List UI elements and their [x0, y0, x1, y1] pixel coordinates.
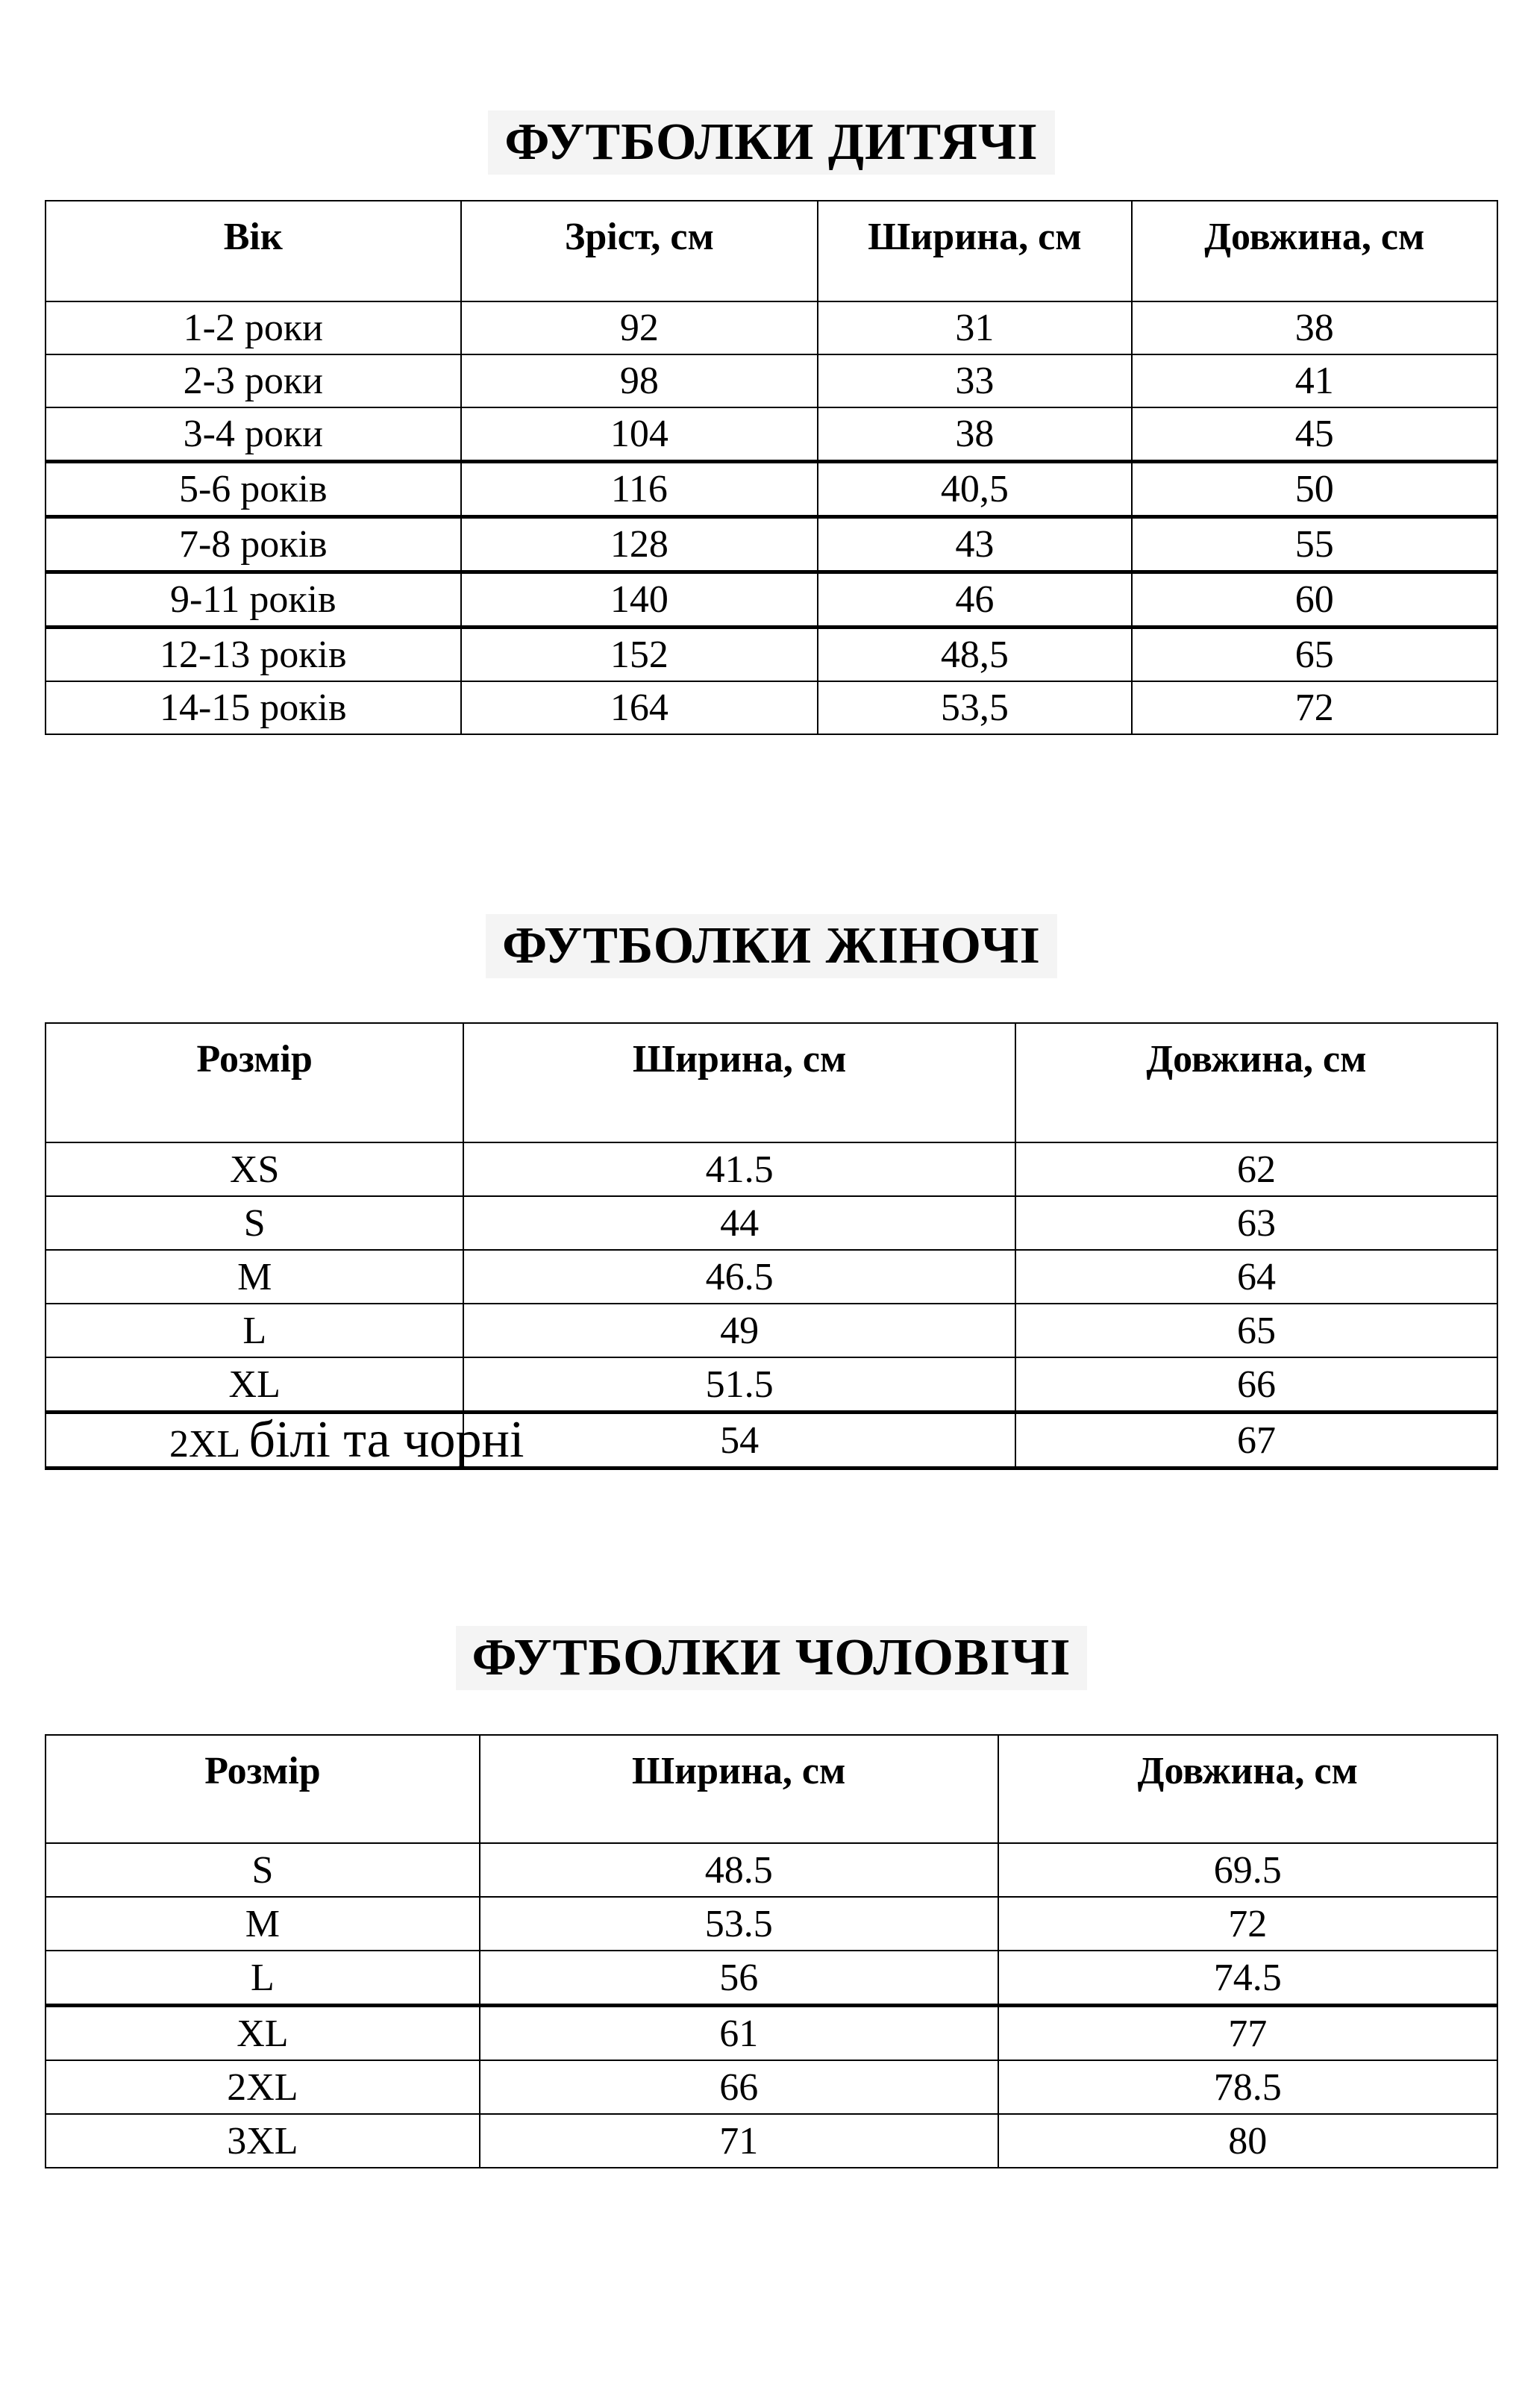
table-row	[46, 517, 1497, 572]
table-cell: 14-15 років	[46, 681, 461, 734]
column-header: Зріст, см	[461, 201, 818, 301]
table-cell: 38	[818, 407, 1131, 462]
table-cell: 63	[1015, 1196, 1497, 1250]
table-row	[46, 1357, 1497, 1413]
table-cell: 140	[461, 572, 818, 628]
table-cell: 92	[461, 301, 818, 354]
table-cell: 31	[818, 301, 1131, 354]
table-cell: 152	[461, 628, 818, 682]
size-cell-with-note	[46, 1411, 525, 1469]
table-cell: 48.5	[480, 1843, 998, 1897]
size-table-kids	[45, 200, 1498, 735]
table-cell: M	[46, 1897, 480, 1951]
table-cell: 1-2 роки	[46, 301, 461, 354]
table-cell: 41.5	[463, 1142, 1015, 1196]
table-cell: 38	[1132, 301, 1497, 354]
table-cell: 72	[1132, 681, 1497, 734]
table-cell: 53,5	[818, 681, 1131, 734]
table-cell: 5-6 років	[46, 462, 461, 517]
table-cell: 71	[480, 2114, 998, 2168]
size-label: 2XL	[169, 1423, 249, 1466]
section-title-women-text: ФУТБОЛКИ ЖІНОЧІ	[486, 914, 1057, 978]
table-cell: 2XL	[46, 2060, 480, 2114]
table-cell: 62	[1015, 1142, 1497, 1196]
table-row	[46, 1142, 1497, 1196]
table-cell: 44	[463, 1196, 1015, 1250]
table-cell: L	[46, 1304, 463, 1357]
table-cell: XL	[46, 1357, 463, 1413]
table-cell: 40,5	[818, 462, 1131, 517]
table-row	[46, 354, 1497, 407]
size-table-men	[45, 1734, 1498, 2168]
size-table-women	[45, 1022, 1498, 1470]
table-cell: 55	[1132, 517, 1497, 572]
table-cell: 53.5	[480, 1897, 998, 1951]
table-cell: 64	[1015, 1250, 1497, 1304]
column-header: Довжина, см	[1015, 1023, 1497, 1142]
table-cell: XS	[46, 1142, 463, 1196]
table-row	[46, 462, 1497, 517]
table-row	[46, 301, 1497, 354]
table-cell: 50	[1132, 462, 1497, 517]
table-row	[46, 1843, 1497, 1897]
table-cell: 78.5	[998, 2060, 1497, 2114]
table-cell: 65	[1015, 1304, 1497, 1357]
table-row	[46, 1304, 1497, 1357]
section-title-kids-text: ФУТБОЛКИ ДИТЯЧІ	[488, 110, 1054, 175]
column-header: Розмір	[46, 1023, 463, 1142]
table-cell: S	[46, 1843, 480, 1897]
table-row	[46, 1250, 1497, 1304]
table-cell: M	[46, 1250, 463, 1304]
header-row	[46, 1023, 1497, 1142]
size-chart-document	[0, 110, 1528, 2408]
column-header: Довжина, см	[1132, 201, 1497, 301]
table-row	[46, 628, 1497, 682]
table-row	[46, 2114, 1497, 2168]
table-row	[46, 681, 1497, 734]
table-row	[46, 2006, 1497, 2061]
table-cell: 3XL	[46, 2114, 480, 2168]
table-cell: 33	[818, 354, 1131, 407]
table-cell: 54	[463, 1413, 1015, 1469]
table-cell: 116	[461, 462, 818, 517]
column-header: Розмір	[46, 1735, 480, 1843]
table-cell: 2-3 роки	[46, 354, 461, 407]
table-cell: 61	[480, 2006, 998, 2061]
section-title-women	[45, 914, 1498, 978]
table-row	[46, 1951, 1497, 2006]
table-cell: 49	[463, 1304, 1015, 1357]
size-color-note: білі та чорні	[248, 1411, 525, 1469]
table-cell: S	[46, 1196, 463, 1250]
table-row	[46, 1196, 1497, 1250]
table-cell: 104	[461, 407, 818, 462]
table-cell: 60	[1132, 572, 1497, 628]
table-cell: 77	[998, 2006, 1497, 2061]
table-cell: 46	[818, 572, 1131, 628]
table-cell: 43	[818, 517, 1131, 572]
table-cell: 128	[461, 517, 818, 572]
section-title-men	[45, 1626, 1498, 1690]
column-header: Ширина, см	[463, 1023, 1015, 1142]
column-header: Ширина, см	[480, 1735, 998, 1843]
table-cell: XL	[46, 2006, 480, 2061]
table-row	[46, 1897, 1497, 1951]
table-cell: 12-13 років	[46, 628, 461, 682]
section-title-kids	[45, 110, 1498, 175]
table-row	[46, 1413, 1497, 1469]
table-cell: 74.5	[998, 1951, 1497, 2006]
table-row	[46, 572, 1497, 628]
table-cell: 41	[1132, 354, 1497, 407]
table-cell: 66	[480, 2060, 998, 2114]
section-title-men-text: ФУТБОЛКИ ЧОЛОВІЧІ	[456, 1626, 1088, 1690]
table-cell: 45	[1132, 407, 1497, 462]
table-cell: 56	[480, 1951, 998, 2006]
table-cell: 65	[1132, 628, 1497, 682]
table-row	[46, 407, 1497, 462]
table-cell: 7-8 років	[46, 517, 461, 572]
table-cell: 98	[461, 354, 818, 407]
header-row	[46, 201, 1497, 301]
table-row	[46, 2060, 1497, 2114]
table-cell: 48,5	[818, 628, 1131, 682]
table-cell: 66	[1015, 1357, 1497, 1413]
table-cell: 51.5	[463, 1357, 1015, 1413]
table-cell: 72	[998, 1897, 1497, 1951]
table-cell: 67	[1015, 1413, 1497, 1469]
table-cell: 46.5	[463, 1250, 1015, 1304]
table-cell: L	[46, 1951, 480, 2006]
column-header: Довжина, см	[998, 1735, 1497, 1843]
table-cell: 164	[461, 681, 818, 734]
table-cell: 3-4 роки	[46, 407, 461, 462]
table-cell: 80	[998, 2114, 1497, 2168]
column-header: Ширина, см	[818, 201, 1131, 301]
column-header: Вік	[46, 201, 461, 301]
header-row	[46, 1735, 1497, 1843]
table-cell: 9-11 років	[46, 572, 461, 628]
table-cell: 69.5	[998, 1843, 1497, 1897]
